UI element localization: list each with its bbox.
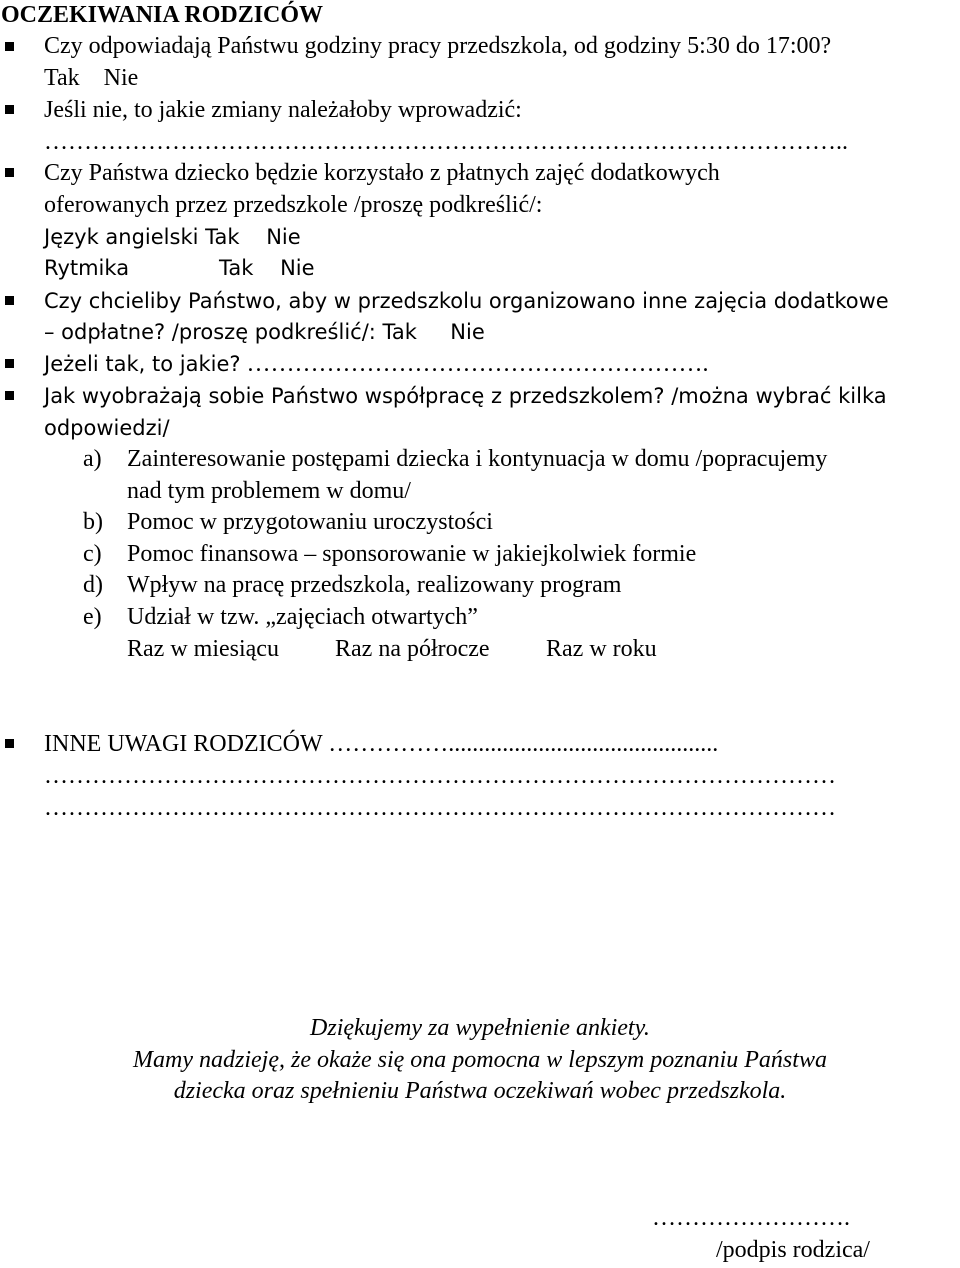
bullet-icon	[5, 42, 14, 51]
remarks-row	[44, 729, 718, 759]
question-cooperation-cont: odpowiedzi/	[44, 416, 170, 440]
question-other-classes-cont: – odpłatne? /proszę podkreślić/: Tak Nie	[44, 320, 485, 344]
bullet-icon	[5, 739, 14, 748]
document-title: OCZEKIWANIA RODZICÓW	[1, 2, 324, 28]
bullet-icon	[5, 296, 14, 305]
option-rhythm-label: Rytmika	[44, 256, 130, 280]
remarks-label: INNE UWAGI RODZICÓW	[44, 731, 323, 757]
option-english: Język angielski Tak Nie	[44, 225, 301, 249]
signature-line: …………………….	[652, 1205, 850, 1231]
signature-label: /podpis rodzica/	[716, 1237, 870, 1263]
option-b-text: Pomoc w przygotowaniu uroczystości	[127, 509, 493, 535]
question-which	[44, 349, 709, 379]
option-rhythm-answers: Tak Nie	[219, 256, 315, 280]
remarks-line: ………………………………………………………………………………………	[44, 763, 836, 789]
bullet-icon	[5, 168, 14, 177]
question-hours: Czy odpowiadają Państwu godziny pracy przedszkola, od godziny 5:30 do 17:00?	[44, 33, 832, 59]
option-a-text: Zainteresowanie postępami dziecka i kontynuacja w domu /popracujemy	[127, 446, 828, 472]
thanks-line: Dziękujemy za wypełnienie ankiety.	[310, 1015, 650, 1041]
option-d-text: Wpływ na pracę przedszkola, realizowany program	[127, 572, 622, 598]
bullet-icon	[5, 359, 14, 368]
answer-line-changes: ………………………………………………………………………………………..	[44, 129, 848, 155]
question-cooperation: Jak wyobrażają sobie Państwo współpracę z przedszkolem? /można wybrać kilka	[44, 384, 887, 408]
bullet-icon	[5, 391, 14, 400]
option-c-text: Pomoc finansowa – sponsorowanie w jakiejkolwiek formie	[127, 541, 697, 567]
option-letter: b)	[83, 509, 103, 535]
option-e-text: Udział w tzw. „zajęciach otwartych”	[127, 604, 478, 630]
remarks-line: …………….............................................	[328, 731, 719, 757]
option-letter: d)	[83, 572, 103, 598]
option-letter: a)	[83, 446, 102, 472]
option-a-text-cont: nad tym problemem w domu/	[127, 478, 411, 504]
frequency-monthly: Raz w miesiącu	[127, 636, 279, 662]
question-hours-answers: Tak Nie	[44, 65, 139, 91]
question-changes: Jeśli nie, to jakie zmiany należałoby wprowadzić:	[44, 97, 522, 123]
question-other-classes: Czy chcieliby Państwo, aby w przedszkolu organizowano inne zajęcia dodatkowe	[44, 289, 889, 313]
frequency-yearly: Raz w roku	[546, 636, 657, 662]
option-letter: e)	[83, 604, 102, 630]
thanks-line: dziecka oraz spełnieniu Państwa oczekiwań wobec przedszkola.	[173, 1078, 787, 1104]
answer-line-which: ………………………………………………….	[246, 351, 709, 377]
frequency-half-year: Raz na półrocze	[335, 636, 490, 662]
question-extra-classes-cont: oferowanych przez przedszkole /proszę podkreślić/:	[44, 192, 543, 218]
option-letter: c)	[83, 541, 102, 567]
question-extra-classes: Czy Państwa dziecko będzie korzystało z płatnych zajęć dodatkowych	[44, 160, 720, 186]
question-which-label: Jeżeli tak, to jakie?	[44, 352, 241, 376]
remarks-line: ………………………………………………………………………………………	[44, 795, 836, 821]
thanks-line: Mamy nadzieję, że okaże się ona pomocna w lepszym poznaniu Państwa	[133, 1047, 827, 1073]
bullet-icon	[5, 105, 14, 114]
